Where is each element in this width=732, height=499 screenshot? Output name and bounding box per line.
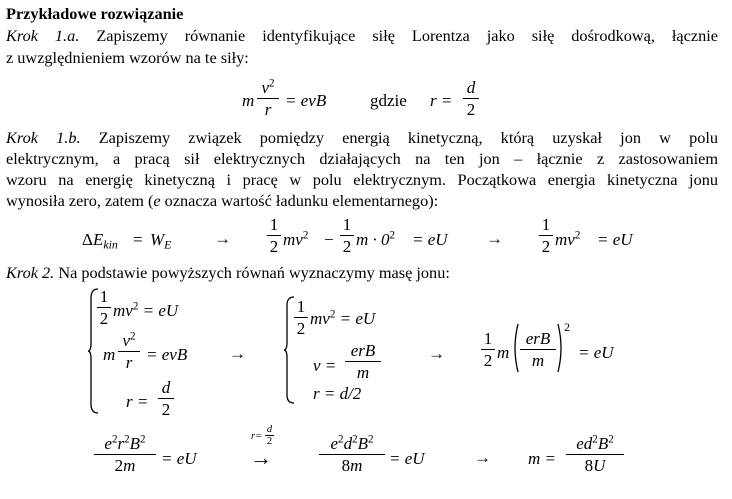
eq2-mv2-c: $mv^2$ [555,229,581,249]
eq2-m-zero: $m \cdot 0^2$ [356,229,396,249]
sys1-row1: $mv^2$ = eU [113,300,179,320]
sys2-half: 1 2 [294,297,308,338]
subst-label-fraction: d 2 [266,424,273,447]
system-arrow-1: → [229,344,246,363]
b-eq: = eU [161,449,197,468]
res-left-paren [511,323,519,373]
step1a-text-line1: Zapiszemy równanie identyfikujące siłę Lorentza jako siłę dośrodkową, łącznie [96,26,718,45]
eq1-fraction-d-over-2: d 2 [463,78,479,119]
eq2-eu-a: = eU [412,230,448,249]
solution-heading: Przykładowe rozwiązanie [6,4,184,23]
sys2-row3: r = d/2 [313,384,362,403]
eq2-delta-ekin: $\Delta E_{kin}$ [82,230,118,252]
subst-arrow: → [250,445,272,470]
eq1-where: gdzie [370,91,407,110]
final-arrow: → [474,448,491,467]
sys1-row2-m: m [103,345,116,364]
eq2-mv2-a: $mv^2$ [283,229,309,249]
res-square: 2 [564,320,570,334]
res-fraction: erB m [520,329,556,370]
eq1-r-lhs: r = [430,91,453,110]
eq2-eu-c: = eU [597,230,633,249]
step1a-label: Krok 1.a. [6,26,80,45]
res-m: m [497,343,510,362]
eq2-half-b: 1 2 [340,215,354,256]
step1b-label: Krok 1.b. [6,128,81,147]
step1b-line2: elektrycznym, a pracą sił elektrycznych działających na ten jon – łącznie z zastosowaniem [6,149,718,168]
final-lhs: m = [528,449,556,468]
eq1-m: m [242,91,255,110]
eq2-arrow-2: → [486,229,503,248]
sys2-row2-lhs: v = [313,356,337,375]
eq2-half-a: 1 2 [267,215,281,256]
step1b-line1: Krok 1.b. Zapiszemy związek pomiędzy energią kinetyczną, którą uzyskał jon w polu [6,128,719,147]
step1a-text-line2: z uwzględnieniem wzorów na te siły: [6,48,249,67]
eq2-equals: = [133,230,143,249]
subst-label-lhs: r= [251,431,263,442]
sys1-row3-lhs: r = [126,392,149,411]
c-fraction: $e^2d^2B^2$ 8m [319,434,385,475]
final-fraction: $ed^2B^2$ 8U [566,434,624,475]
step2-label: Krok 2. [6,263,55,282]
b-fraction: $e^2r^2B^2$ 2m [94,434,156,475]
step1b-line3: wzoru na energię kinetyczną i pracę w polu elektrycznym. Początkowa energia kinetyczna jonu [6,170,718,189]
sys2-row2-fraction: erB m [345,341,381,382]
res-half: 1 2 [481,329,495,370]
sys1-half: 1 2 [97,287,111,328]
system-arrow-2: → [428,344,445,363]
eq2-arrow-1: → [214,229,231,248]
step1a-line1 [6,26,718,46]
sys1-row3-fraction: d 2 [158,378,174,419]
eq2-work: $W_E$ [150,230,172,252]
c-eq: = eU [389,449,425,468]
eq1-fraction-v2-over-r: $v^2$ r [257,78,279,119]
eq2-minus: − [324,230,334,249]
step1b-line4: wynosiła zero, zatem (e oznacza wartość ładunku elementarnego): [6,191,439,210]
sys1-row2-fraction: $v^2$ r [118,331,140,372]
step2-line: Krok 2. Na podstawie powyższych równań wyznaczymy masę jonu: [6,263,450,282]
eq2-half-c: 1 2 [539,215,553,256]
res-eq: = eU [578,343,614,362]
sys2-row1: $mv^2$ = eU [310,308,376,328]
sys1-row2-eq: = evB [146,345,188,364]
eq1-rhs: = evB [285,91,327,110]
